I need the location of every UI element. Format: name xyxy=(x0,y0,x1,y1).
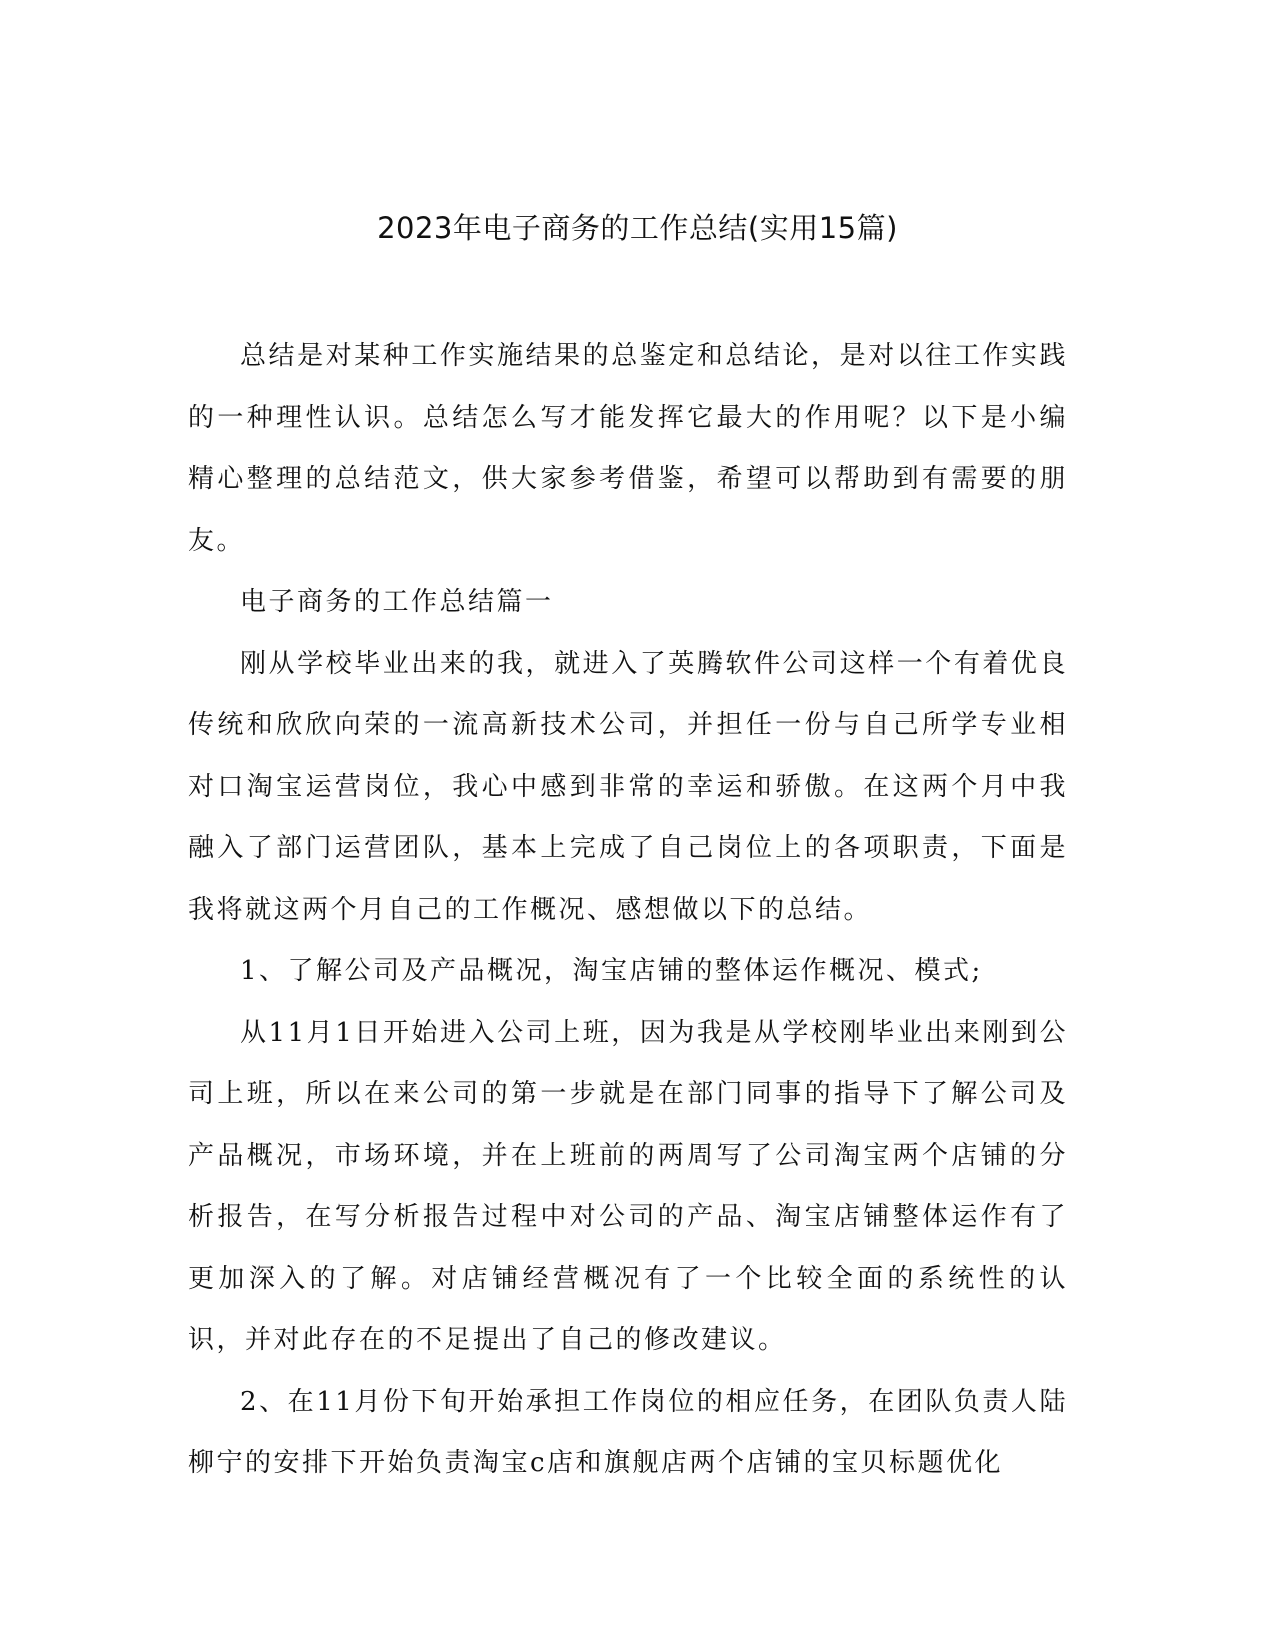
document-title: 2023年电子商务的工作总结(实用15篇) xyxy=(377,211,898,245)
paragraph: 从11月1日开始进入公司上班，因为我是从学校刚毕业出来刚到公司上班，所以在来公司的第一步就是在部门同事的指导下了解公司及产品概况，市场环境，并在上班前的两周写了公司淘宝两个店铺的分析报告，在写分析报告过程中对公司的产品、淘宝店铺整体运作有了更加深入的了解。对店铺经营概况有了一个比较全面的系统性的认识，并对此存在的不足提出了自己的修改建议。 xyxy=(188,1017,1068,1355)
paragraph: 刚从学校毕业出来的我，就进入了英腾软件公司这样一个有着优良传统和欣欣向荣的一流高新技术公司，并担任一份与自己所学专业相对口淘宝运营岗位，我心中感到非常的幸运和骄傲。在这两个月中我融入了部门运营团队，基本上完成了自己岗位上的各项职责，下面是我将就这两个月自己的工作概况、感想做以下的总结。 xyxy=(188,648,1068,925)
document-body xyxy=(188,326,1068,1495)
section-heading: 电子商务的工作总结篇一 xyxy=(240,587,554,617)
list-item: 2、在11月份下旬开始承担工作岗位的相应任务，在团队负责人陆柳宁的安排下开始负责淘宝c店和旗舰店两个店铺的宝贝标题优化 xyxy=(188,1386,1068,1478)
list-item: 1、了解公司及产品概况，淘宝店铺的整体运作概况、模式; xyxy=(240,956,983,986)
paragraph-intro: 总结是对某种工作实施结果的总鉴定和总结论，是对以往工作实践的一种理性认识。总结怎么写才能发挥它最大的作用呢？以下是小编精心整理的总结范文，供大家参考借鉴，希望可以帮助到有需要的朋友。 xyxy=(188,341,1068,556)
